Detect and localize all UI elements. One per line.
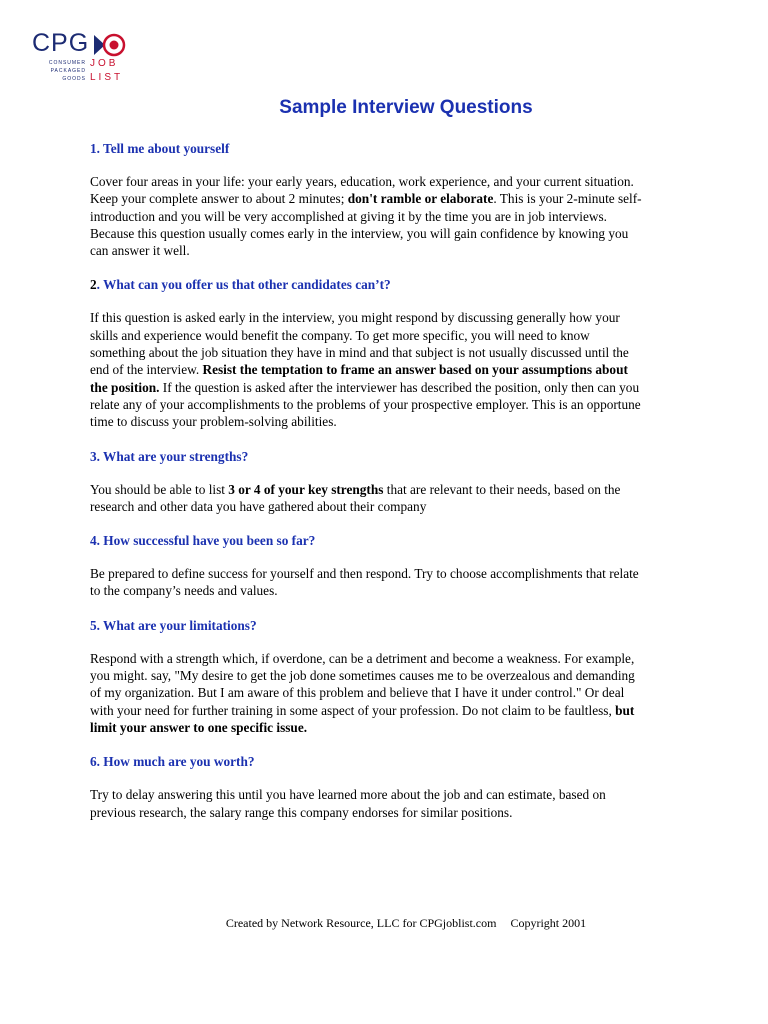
logo-tagline [49,59,86,83]
answer-paragraph-1 [90,173,720,259]
question-heading-4: 4. How successful have you been so far? [90,533,316,549]
question-heading-5: 5. What are your limitations? [90,617,257,633]
answer-paragraph-3 [90,481,720,516]
target-play-icon [92,30,126,60]
question-heading-2 [90,276,720,293]
answer-paragraph-4: Be prepared to define success for yourself and then respond. Try to choose accomplishments that relate to the company’s needs and values. [90,566,639,599]
answer-3-text-c: that are relevant to their needs, based on the research and other data you have gathered about their company [90,481,621,514]
document-body [90,140,720,838]
question-heading-1: 1. Tell me about yourself [90,141,230,156]
answer-1-emphasis: don't ramble or elaborate [347,191,494,207]
logo-job-text: JOB [90,58,119,69]
page-footer [0,915,768,931]
answer-paragraph-2 [90,309,720,430]
page-title: Sample Interview Questions [279,97,533,118]
logo-tagline-goods: GOODS [62,76,86,82]
answer-2-emphasis: Resist the temptation to frame an answer based on your assumptions about the position. [90,362,628,395]
answer-paragraph-6: Try to delay answering this until you have learned more about the job and can estimate, based on previous research, the salary range this company endorses for similar positions. [90,787,606,820]
answer-1-text-a: Cover four areas in your life: your early years, education, work experience, and your current situation. Keep your complete answer to about 2 minutes; [90,174,634,207]
logo-list-text: LIST [90,72,124,83]
answer-2-text-c: If the question is asked after the interviewer has described the position, only then can you relate any of your accomplishments to the problems of your prospective employer. This is an opportune time to discuss your problem-solving abilities. [90,379,641,430]
question-heading-3: 3. What are your strengths? [90,448,249,464]
answer-5-emphasis: but limit your answer to one specific issue. [90,702,635,735]
answer-2-text-a: If this question is asked early in the interview, you might respond by discussing generally how your skills and experience would benefit the company. To get more specific, you will need to know something about the job situation they have in mind and that subject is not usually discussed until the end of the interview. [90,310,629,378]
question-2-text: . What can you offer us that other candidates can’t? [96,277,391,293]
logo-tagline-consumer: CONSUMER [48,60,86,66]
answer-paragraph-5 [90,650,720,736]
logo-tagline-packaged: PACKAGED [50,68,86,74]
cpg-job-list-logo [32,28,132,88]
answer-3-emphasis: 3 or 4 of your key strengths [228,481,384,497]
answer-5-text-a: Respond with a strength which, if overdone, can be a detriment and become a weakness. For example, you might. say, "My desire to get the job done sometimes causes me to be overzealous and demanding of my organization. But I am aware of this problem and believe that I have it under control." Or deal with your need for further training in some aspect of your profession. Do not claim to be faultless, [90,650,635,718]
question-heading-6: 6. How much are you worth? [90,754,255,770]
logo-job-list [90,57,123,85]
question-2-number: 2 [90,277,97,293]
logo-cpg-text: CPG [32,29,90,57]
answer-3-text-a: You should be able to list [90,481,229,497]
answer-1-text-c: . This is your 2-minute self- introduction and you will be very accomplished at giving it by the time you are in job interviews. Because this question usually comes early in the interview, you will gain confidence by knowing you can answer it well. [90,191,642,259]
footer-copyright: Copyright 2001 [510,916,587,930]
footer-credit: Created by Network Resource, LLC for CPGjoblist.com [225,916,497,930]
